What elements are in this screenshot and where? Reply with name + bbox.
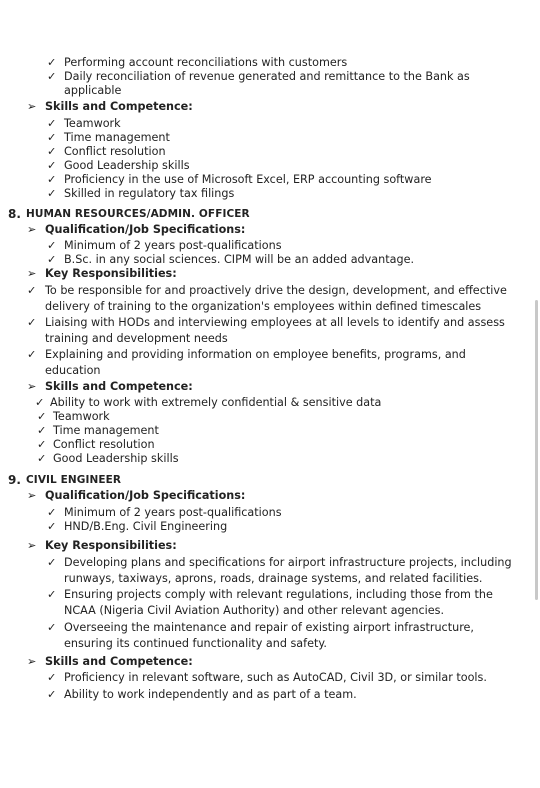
check-icon: ✓ [47,239,57,252]
list-item: Time management [64,131,170,144]
arrow-bullet-icon: ➢ [27,223,37,236]
check-icon: ✓ [37,410,47,423]
check-icon: ✓ [35,396,45,409]
list-item: Developing plans and specifications for airport infrastructure projects, including [64,556,512,569]
arrow-bullet-icon: ➢ [27,100,37,113]
check-icon: ✓ [47,70,57,83]
list-item: applicable [64,84,122,97]
skills-heading: Skills and Competence: [45,100,193,113]
list-item: Ensuring projects comply with relevant regulations, including those from the [64,588,493,601]
check-icon: ✓ [37,438,47,451]
check-icon: ✓ [47,56,57,69]
check-icon: ✓ [47,506,57,519]
list-item: HND/B.Eng. Civil Engineering [64,520,228,533]
list-item: Liaising with HODs and interviewing employees at all levels to identify and assess [45,316,505,329]
list-item: Time management [53,424,159,437]
check-icon: ✓ [47,556,57,569]
arrow-bullet-icon: ➢ [27,539,37,552]
check-icon: ✓ [47,145,57,158]
list-item: ensuring its continued functionality and safety. [64,637,327,650]
arrow-bullet-icon: ➢ [27,380,37,393]
check-icon: ✓ [27,348,37,361]
check-icon: ✓ [47,187,57,200]
check-icon: ✓ [37,452,47,465]
qualification-heading: Qualification/Job Specifications: [45,223,246,236]
check-icon: ✓ [47,621,57,634]
list-item: NCAA (Nigeria Civil Aviation Authority) and other relevant agencies. [64,604,445,617]
check-icon: ✓ [47,671,57,684]
check-icon: ✓ [47,117,57,130]
check-icon: ✓ [27,284,37,297]
check-icon: ✓ [47,253,57,266]
list-item: Good Leadership skills [64,159,190,172]
check-icon: ✓ [47,588,57,601]
list-item: Skilled in regulatory tax filings [64,187,235,200]
section-title: HUMAN RESOURCES/ADMIN. OFFICER [26,208,250,220]
check-icon: ✓ [47,159,57,172]
arrow-bullet-icon: ➢ [27,267,37,280]
arrow-bullet-icon: ➢ [27,489,37,502]
list-item: Proficiency in the use of Microsoft Excel, ERP accounting software [64,173,432,186]
list-item: runways, taxiways, aprons, roads, drainage systems, and related facilities. [64,572,483,585]
check-icon: ✓ [27,316,37,329]
check-icon: ✓ [47,131,57,144]
responsibilities-heading: Key Responsibilities: [45,539,177,552]
section-title: CIVIL ENGINEER [26,474,122,486]
qualification-heading: Qualification/Job Specifications: [45,489,246,502]
list-item: Conflict resolution [64,145,166,158]
list-item: Conflict resolution [53,438,155,451]
list-item: Teamwork [64,117,121,130]
check-icon: ✓ [47,173,57,186]
check-icon: ✓ [37,424,47,437]
list-item: Teamwork [53,410,110,423]
check-icon: ✓ [47,688,57,701]
skills-heading: Skills and Competence: [45,380,193,393]
skills-heading: Skills and Competence: [45,655,193,668]
list-item: training and development needs [45,332,228,345]
list-item: Performing account reconciliations with customers [64,56,348,69]
list-item: Good Leadership skills [53,452,179,465]
list-item: Daily reconciliation of revenue generated and remittance to the Bank as [64,70,470,83]
list-item: B.Sc. in any social sciences. CIPM will be an added advantage. [64,253,415,266]
check-icon: ✓ [47,520,57,533]
list-item: Minimum of 2 years post-qualifications [64,506,282,519]
list-item: Minimum of 2 years post-qualifications [64,239,282,252]
list-item: Proficiency in relevant software, such as AutoCAD, Civil 3D, or similar tools. [64,671,487,684]
section-number: 8. [8,207,21,221]
list-item: education [45,364,101,377]
list-item: delivery of training to the organization's employees within defined timescales [45,300,482,313]
list-item: Ability to work independently and as part of a team. [64,688,357,701]
scrollbar[interactable] [535,300,538,600]
arrow-bullet-icon: ➢ [27,655,37,668]
list-item: To be responsible for and proactively drive the design, development, and effective [45,284,507,297]
section-number: 9. [8,473,21,487]
responsibilities-heading: Key Responsibilities: [45,267,177,280]
list-item: Overseeing the maintenance and repair of existing airport infrastructure, [64,621,474,634]
list-item: Explaining and providing information on employee benefits, programs, and [45,348,466,361]
list-item: Ability to work with extremely confidential & sensitive data [50,396,382,409]
